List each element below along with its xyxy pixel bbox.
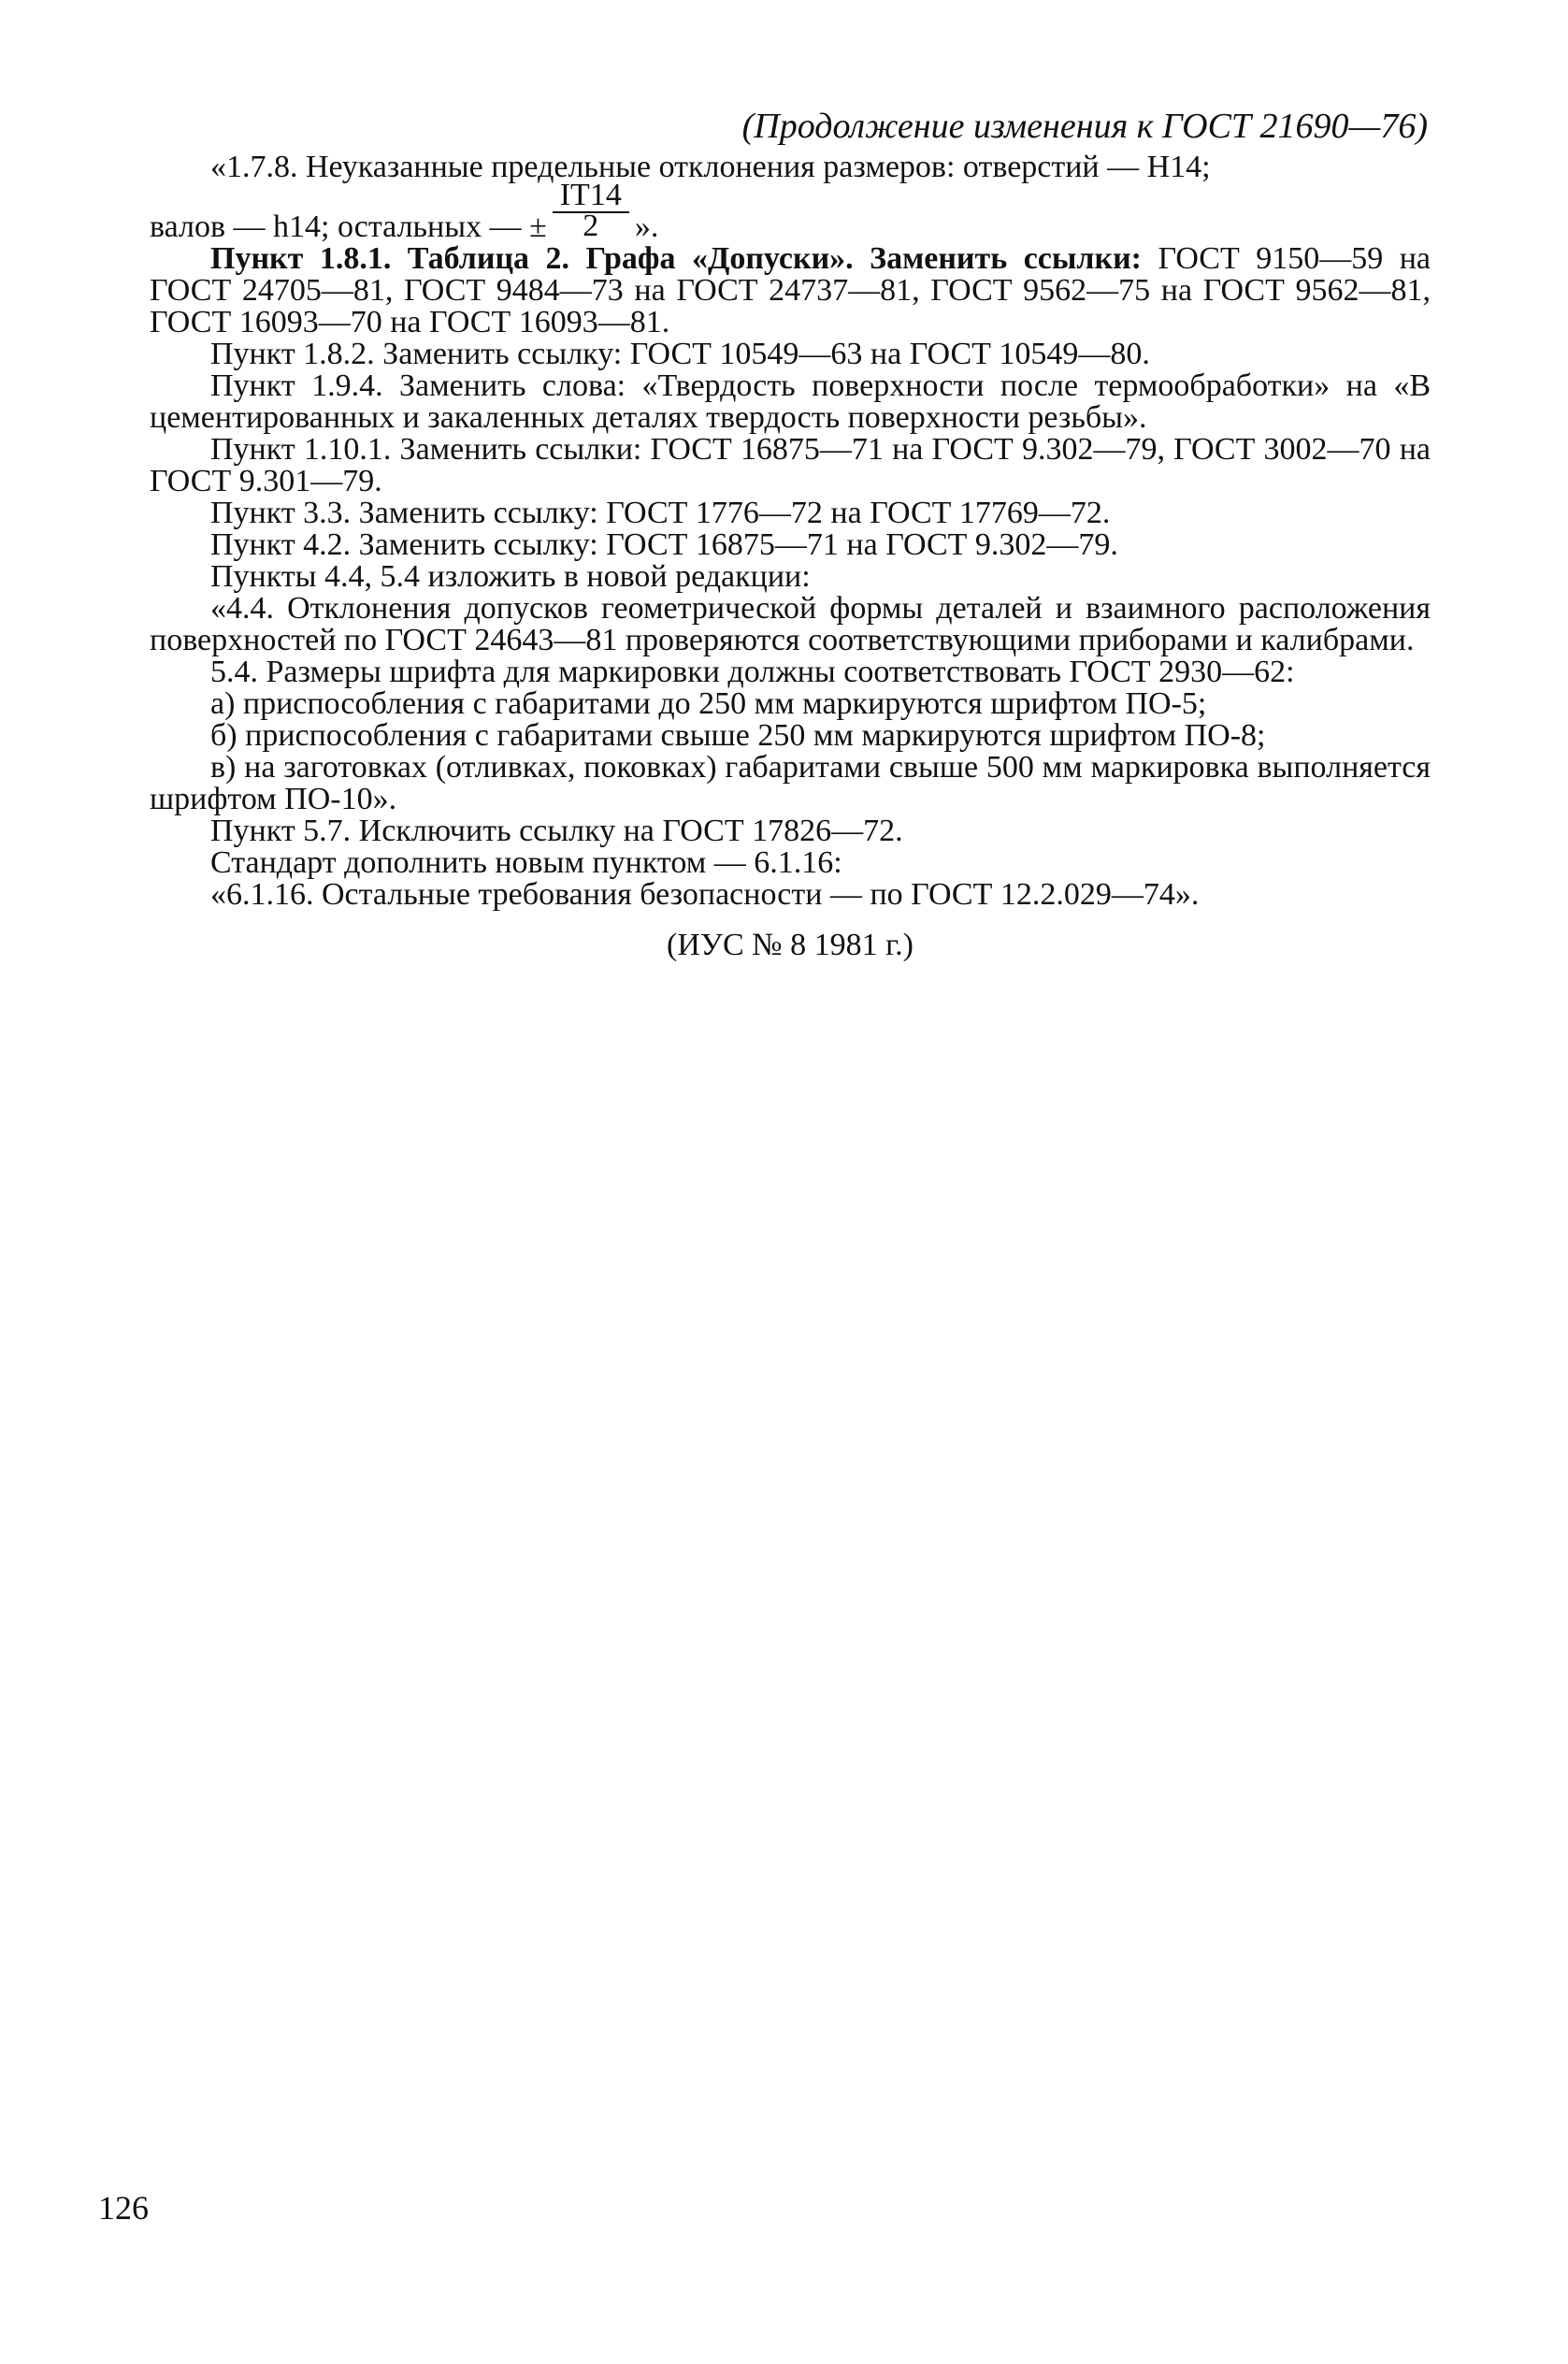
- list-item-b: б) приспособления с габаритами свыше 250 мм маркируются шрифтом ПО-8;: [210, 718, 1266, 753]
- paragraph-1-8-1: [150, 243, 1431, 339]
- continuation-text: валов — h14; остальных — ±: [150, 209, 547, 244]
- paragraph-5-7: Пункт 5.7. Исключить ссылку на ГОСТ 17826—72.: [210, 814, 903, 848]
- paragraph-6-1-16: «6.1.16. Остальные требования безопасности — по ГОСТ 12.2.029—74».: [210, 877, 1200, 912]
- paragraph-4-4-5-4-intro: Пункты 4.4, 5.4 изложить в новой редакции:: [210, 559, 811, 594]
- paragraph-1-7-8-continuation: [150, 178, 1431, 244]
- paragraph-1-8-1-label: Пункт 1.8.1. Таблица 2. Графа «Допуски». Заменить ссылки:: [210, 241, 1143, 276]
- page-header: (Продолжение изменения к ГОСТ 21690—76): [741, 107, 1428, 146]
- document-body: [150, 151, 1431, 961]
- continuation-end: ».: [634, 209, 659, 244]
- fraction-numerator: IT14: [553, 180, 629, 213]
- paragraph-3-3: Пункт 3.3. Заменить ссылку: ГОСТ 1776—72 на ГОСТ 17769—72.: [210, 496, 1111, 530]
- paragraph-4-2: Пункт 4.2. Заменить ссылку: ГОСТ 16875—71 на ГОСТ 9.302—79.: [210, 527, 1118, 562]
- fraction-denominator: 2: [583, 209, 599, 243]
- ius-reference: (ИУС № 8 1981 г.): [667, 928, 913, 962]
- paragraph-1-10-1: Пункт 1.10.1. Заменить ссылки: ГОСТ 16875—71 на ГОСТ 9.302—79, ГОСТ 3002—70 на ГОСТ 9.301—79.: [150, 432, 1431, 498]
- paragraph-5-4: 5.4. Размеры шрифта для маркировки должны соответствовать ГОСТ 2930—62:: [210, 655, 1295, 689]
- paragraph-1-9-4: Пункт 1.9.4. Заменить слова: «Твердость поверхности после термообработки» на «В цементированных и закаленных деталях твердость поверхности резьбы».: [150, 368, 1431, 435]
- paragraph-1-8-1-text: ГОСТ 9150—59 на ГОСТ 24705—81, ГОСТ 9484—73 на ГОСТ 24737—81, ГОСТ 9562—75 на ГОСТ 9562—81, ГОСТ 16093—70 на ГОСТ 16093—81.: [150, 241, 1431, 339]
- list-item-c: в) на заготовках (отливках, поковках) габаритами свыше 500 мм маркировка выполняется шрифтом ПО-10».: [150, 750, 1431, 816]
- page-number: 126: [98, 2189, 149, 2227]
- fraction: [553, 178, 629, 243]
- paragraph-4-4: «4.4. Отклонения допусков геометрической формы деталей и взаимного расположения поверхностей по ГОСТ 24643—81 проверяются соответствующими приборами и калибрами.: [150, 591, 1431, 657]
- paragraph-addition: Стандарт дополнить новым пунктом — 6.1.16:: [210, 845, 842, 880]
- paragraph-1-7-8: «1.7.8. Неуказанные предельные отклонения размеров: отверстий — Н14;: [210, 150, 1211, 184]
- list-item-a: а) приспособления с габаритами до 250 мм маркируются шрифтом ПО-5;: [210, 686, 1207, 721]
- paragraph-1-8-2: Пункт 1.8.2. Заменить ссылку: ГОСТ 10549—63 на ГОСТ 10549—80.: [210, 337, 1150, 371]
